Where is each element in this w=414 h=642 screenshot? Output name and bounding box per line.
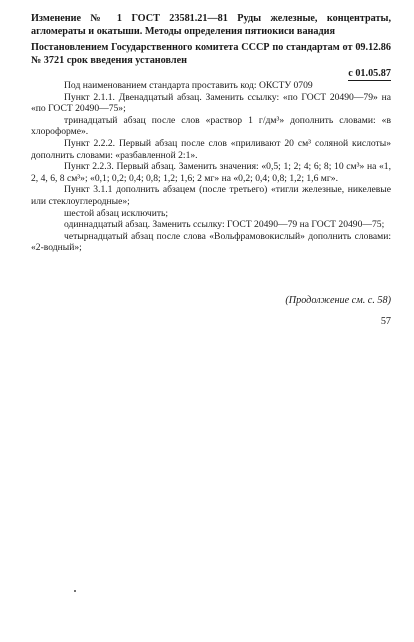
- paragraph: четырнадцатый абзац после слова «Вольфрамовокислый» дополнить словами: «2-водный»;: [31, 230, 391, 254]
- paragraph: Пункт 2.2.2. Первый абзац после слов «приливают 20 см³ соляной кислоты» дополнить словами: «разбавленной 2:1».: [31, 137, 391, 161]
- paragraph: одиннадцатый абзац. Заменить ссылку: ГОСТ 20490—79 на ГОСТ 20490—75;: [64, 219, 385, 231]
- effective-date: с 01.05.87: [348, 68, 391, 79]
- page-number: 57: [380, 316, 391, 327]
- decree-line: Постановлением Государственного комитета СССР по стандартам от 09.12.86 № 3721 срок введения установлен: [31, 42, 391, 66]
- paragraph: Под наименованием стандарта проставить код: ОКСТУ 0709: [64, 80, 313, 91]
- paragraph: Пункт 2.1.1. Двенадцатый абзац. Заменить ссылку: «по ГОСТ 20490—79» на «по ГОСТ 20490—75»;: [31, 91, 391, 115]
- paragraph: Пункт 3.1.1 дополнить абзацем (после третьего) «тигли железные, никелевые или стеклоуглеродные»;: [31, 184, 391, 207]
- document-body: [31, 80, 391, 254]
- paragraph: Пункт 2.2.3. Первый абзац. Заменить значения: «0,5; 1; 2; 4; 6; 8; 10 см³» на «1, 2, 4, 6, 8 см³»; «0,1; 0,2; 0,4; 0,8; 1,2; 1,6; 2 мг» на «0,2; 0,4; 0,8; 1,2; 1,6 мг».: [31, 161, 391, 184]
- continuation-note: (Продолжение см. с. 58): [285, 295, 391, 306]
- scan-speck: [74, 590, 76, 592]
- amendment-title: Изменение № 1 ГОСТ 23581.21—81 Руды железные, концентраты, агломераты и окатыши. Методы определения пятиокиси ванадия: [31, 13, 391, 37]
- paragraph: шестой абзац исключить;: [64, 207, 169, 219]
- paragraph: тринадцатый абзац после слов «раствор 1 г/дм³» дополнить словами: «в хлороформе».: [31, 114, 391, 138]
- document-header: [31, 12, 391, 80]
- effective-date-row: [31, 68, 391, 80]
